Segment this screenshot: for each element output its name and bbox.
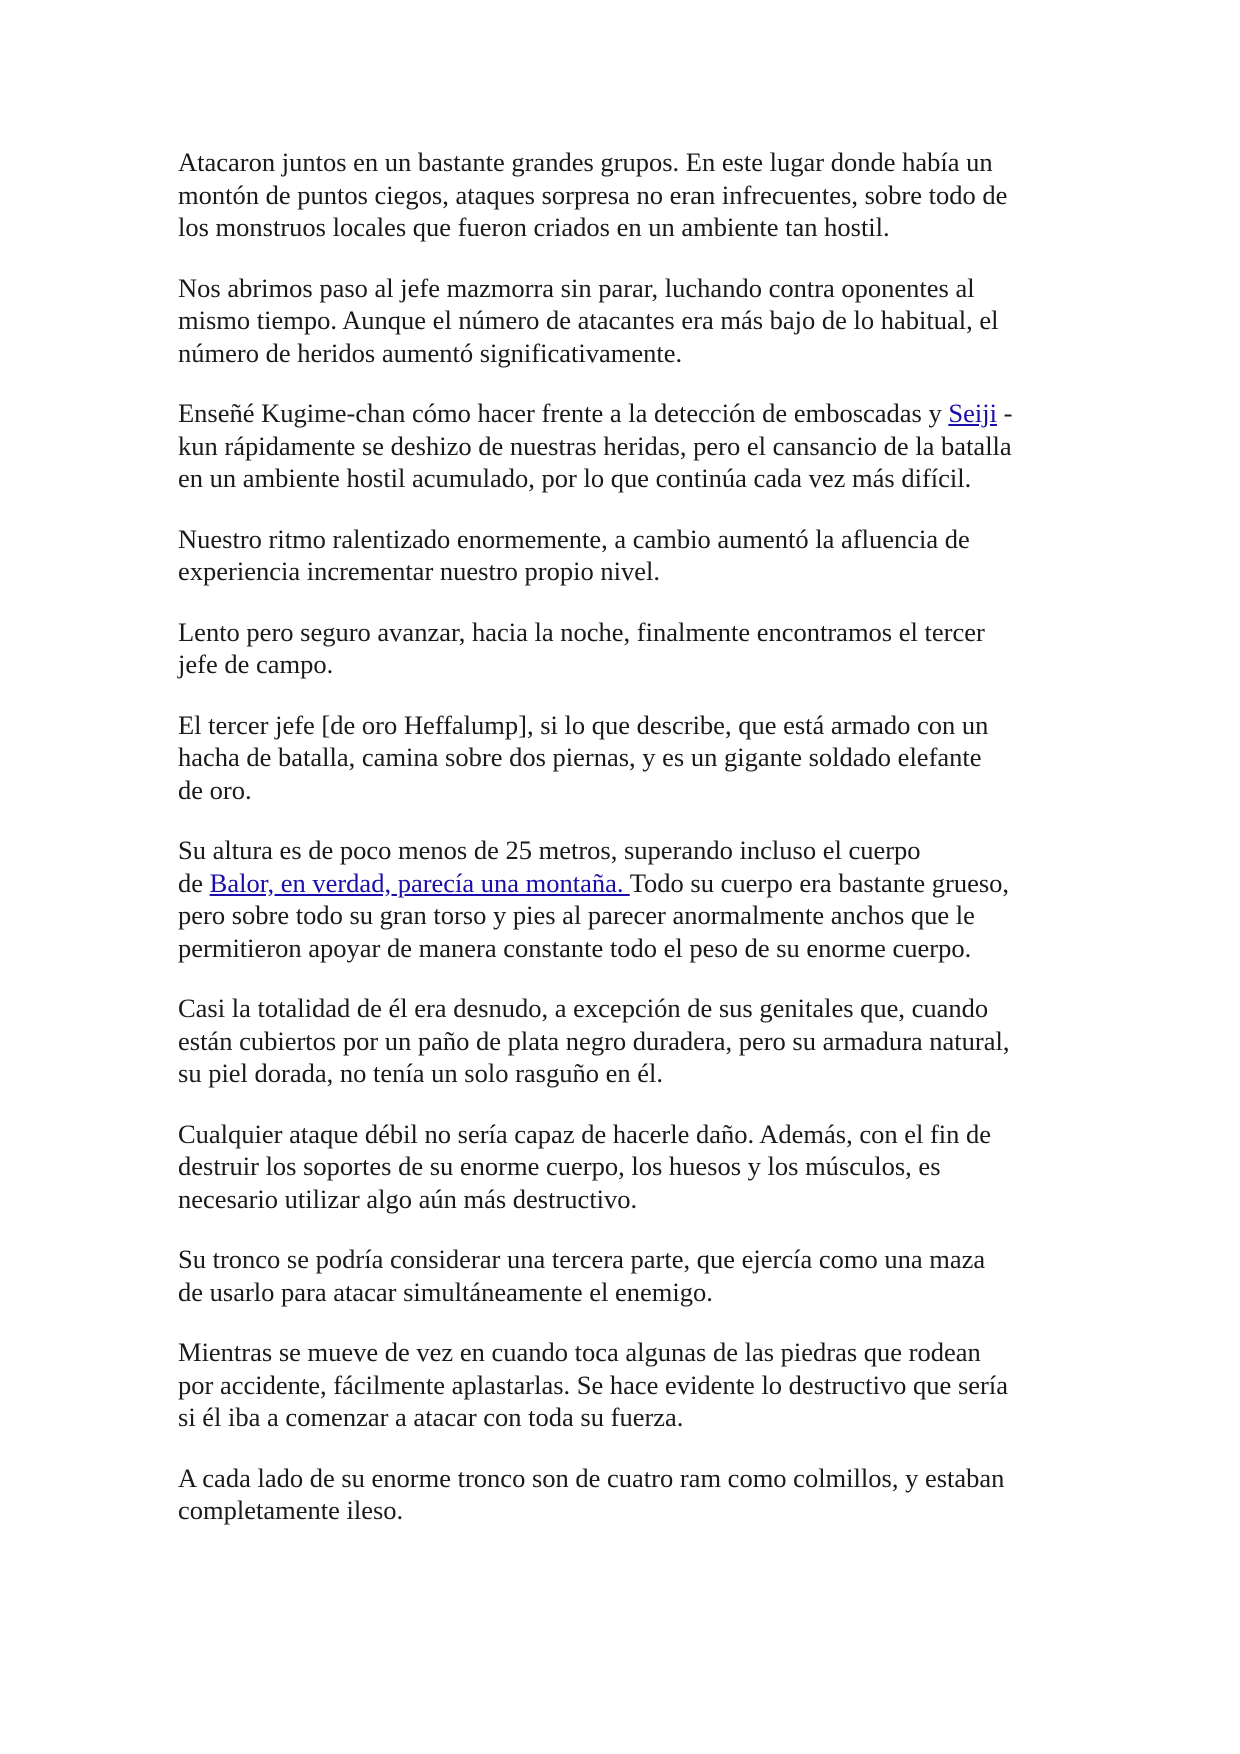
text-line: Mientras se mueve de vez en cuando toca algunas de las piedras que rodean xyxy=(178,1337,981,1367)
text-segment: Enseñé Kugime-chan cómo hacer frente a la detección de emboscadas y xyxy=(178,398,949,428)
text-line: jefe de campo. xyxy=(178,649,334,679)
paragraph-12 xyxy=(178,1462,1078,1527)
text-segment: Todo su cuerpo era bastante grueso, xyxy=(629,867,1010,898)
paragraph-6 xyxy=(178,709,1078,807)
text-line: completamente ileso. xyxy=(178,1495,404,1525)
paragraph-10 xyxy=(178,1243,1078,1308)
text-segment: - xyxy=(996,398,1013,428)
text-line: Cualquier ataque débil no sería capaz de hacerle daño. Además, con el fin de xyxy=(178,1118,992,1149)
text-line: Nos abrimos paso al jefe mazmorra sin parar, luchando contra oponentes al xyxy=(178,272,975,303)
text-line: de usarlo para atacar simultáneamente el enemigo. xyxy=(178,1276,713,1307)
text-line: montón de puntos ciegos, ataques sorpresa no eran infrecuentes, sobre todo de xyxy=(178,179,1008,210)
text-line: Atacaron juntos en un bastante grandes grupos. En este lugar donde había un xyxy=(178,147,993,177)
paragraph-11 xyxy=(178,1336,1078,1434)
text-line: Nuestro ritmo ralentizado enormemente, a cambio aumentó la afluencia de xyxy=(178,523,970,554)
text-line: Su altura es de poco menos de 25 metros, superando incluso el cuerpo xyxy=(178,835,921,865)
text-line: están cubiertos por un paño de plata negro duradera, pero su armadura natural, xyxy=(178,1025,1010,1056)
text-line: Casi la totalidad de él era desnudo, a excepción de sus genitales que, cuando xyxy=(178,993,989,1023)
paragraph-2 xyxy=(178,272,1078,370)
seiji-link[interactable]: Seiji xyxy=(948,398,997,428)
text-segment: de xyxy=(178,867,210,898)
paragraph-8 xyxy=(178,992,1078,1090)
text-line: Su tronco se podría considerar una tercera parte, que ejercía como una maza xyxy=(178,1244,986,1274)
text-line: de oro. xyxy=(178,774,252,805)
paragraph-4 xyxy=(178,523,1078,588)
paragraph-3 xyxy=(178,397,1078,495)
paragraph-9 xyxy=(178,1118,1078,1216)
paragraph-1 xyxy=(178,146,1078,244)
text-line: permitieron apoyar de manera constante todo el peso de su enorme cuerpo. xyxy=(178,932,972,963)
text-line: número de heridos aumentó significativamente. xyxy=(178,337,683,368)
text-line: Lento pero seguro avanzar, hacia la noche, finalmente encontramos el tercer xyxy=(178,616,985,647)
text-line: mismo tiempo. Aunque el número de atacantes era más bajo de lo habitual, el xyxy=(178,305,999,335)
balor-link[interactable]: Balor, en verdad, parecía una montaña. xyxy=(209,867,630,898)
text-line: por accidente, fácilmente aplastarlas. Se hace evidente lo destructivo que sería xyxy=(178,1369,1008,1400)
text-line: hacha de batalla, camina sobre dos piernas, y es un gigante soldado elefante xyxy=(178,742,982,772)
text-line: A cada lado de su enorme tronco son de cuatro ram como colmillos, y estaban xyxy=(178,1462,1005,1493)
document-body xyxy=(178,146,1078,1555)
text-line: destruir los soportes de su enorme cuerpo, los huesos y los músculos, es xyxy=(178,1151,941,1181)
text-line: si él iba a comenzar a atacar con toda su fuerza. xyxy=(178,1402,684,1432)
paragraph-5 xyxy=(178,616,1078,681)
text-line: El tercer jefe [de oro Heffalump], si lo que describe, que está armado con un xyxy=(178,709,989,740)
text-line: kun rápidamente se deshizo de nuestras heridas, pero el cansancio de la batalla xyxy=(178,430,1012,461)
paragraph-7 xyxy=(178,834,1078,964)
text-line: su piel dorada, no tenía un solo rasguño en él. xyxy=(178,1058,663,1088)
text-line: en un ambiente hostil acumulado, por lo que continúa cada vez más difícil. xyxy=(178,463,972,493)
text-line: experiencia incrementar nuestro propio nivel. xyxy=(178,556,660,586)
text-line: necesario utilizar algo aún más destructivo. xyxy=(178,1183,638,1214)
text-line: pero sobre todo su gran torso y pies al parecer anormalmente anchos que le xyxy=(178,900,975,930)
text-line: los monstruos locales que fueron criados en un ambiente tan hostil. xyxy=(178,212,890,242)
